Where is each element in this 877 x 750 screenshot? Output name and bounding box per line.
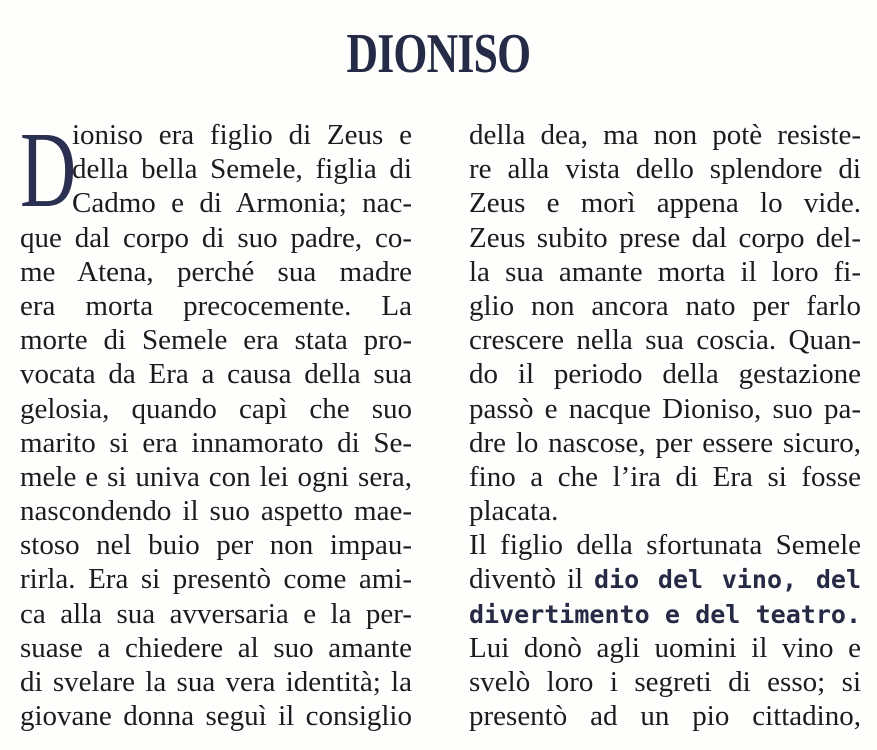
text-line: giovane donna seguì il consiglio [20, 700, 412, 733]
text-line: dre lo nascose, per essere sicuro, [469, 426, 861, 459]
text-line: ioniso era figlio di Zeus e [72, 119, 412, 151]
text-line: Lui donò agli uomini il vino e [469, 631, 861, 664]
text-line-highlight [469, 597, 861, 631]
text-line: della bella Semele, figlia di [72, 153, 412, 186]
text-line: marito si era innamorato di Se- [20, 426, 412, 459]
left-column [20, 111, 412, 733]
text-segment: diventò il [469, 563, 584, 596]
text-line: me Atena, perché sua madre [20, 255, 412, 288]
text-line: morte di Semele era stata pro- [20, 324, 412, 357]
text-line: Zeus e morì appena lo vide. [469, 187, 861, 220]
text-line: nascondendo il suo aspetto mae- [20, 495, 412, 528]
text-line: crescere nella sua coscia. Quan- [469, 324, 861, 357]
drop-cap: D [20, 111, 77, 230]
text-line: rirla. Era si presentò come ami- [20, 563, 412, 596]
text-line: stoso nel buio per non impau- [20, 529, 412, 562]
text-line: di svelare la sua vera identità; la [20, 666, 412, 698]
text-line: fino a che l’ira di Era si fosse [469, 460, 861, 493]
text-line: que dal corpo di suo padre, co- [20, 221, 412, 254]
text-line: svelò loro i segreti di esso; si [469, 666, 861, 698]
highlight-text: divertimento e del teatro. [469, 599, 861, 629]
text-line: mele e si univa con lei ogni sera, [20, 460, 412, 493]
text-line: Il figlio della sfortunata Semele [469, 529, 861, 562]
text-line: re alla vista dello splendore di [469, 153, 861, 186]
text-line: Cadmo e di Armonia; nac- [72, 187, 412, 220]
text-line: glio non ancora nato per farlo [469, 289, 861, 322]
text-line: placata. [469, 495, 559, 528]
text-line: Zeus subito prese dal corpo del- [469, 221, 861, 254]
text-line-mixed [469, 562, 861, 596]
text-line: presentò ad un pio cittadino, [469, 700, 861, 733]
text-line: suase a chiedere al suo amante [20, 631, 412, 664]
right-column [469, 118, 861, 733]
highlight-text: dio del vino, del [594, 565, 861, 595]
text-line: passò e nacque Dioniso, suo pa- [469, 392, 861, 425]
text-line: do il periodo della gestazione [469, 358, 861, 391]
text-line: era morta precocemente. La [20, 289, 412, 322]
text-line: della dea, ma non potè resiste- [469, 119, 861, 151]
text-line: gelosia, quando capì che suo [20, 392, 412, 425]
text-line: ca alla sua avversaria e la per- [20, 597, 412, 630]
page-title: DIONISO [346, 23, 531, 85]
text-line: la sua amante morta il loro fi- [469, 255, 861, 288]
text-line: vocata da Era a causa della sua [20, 358, 412, 391]
